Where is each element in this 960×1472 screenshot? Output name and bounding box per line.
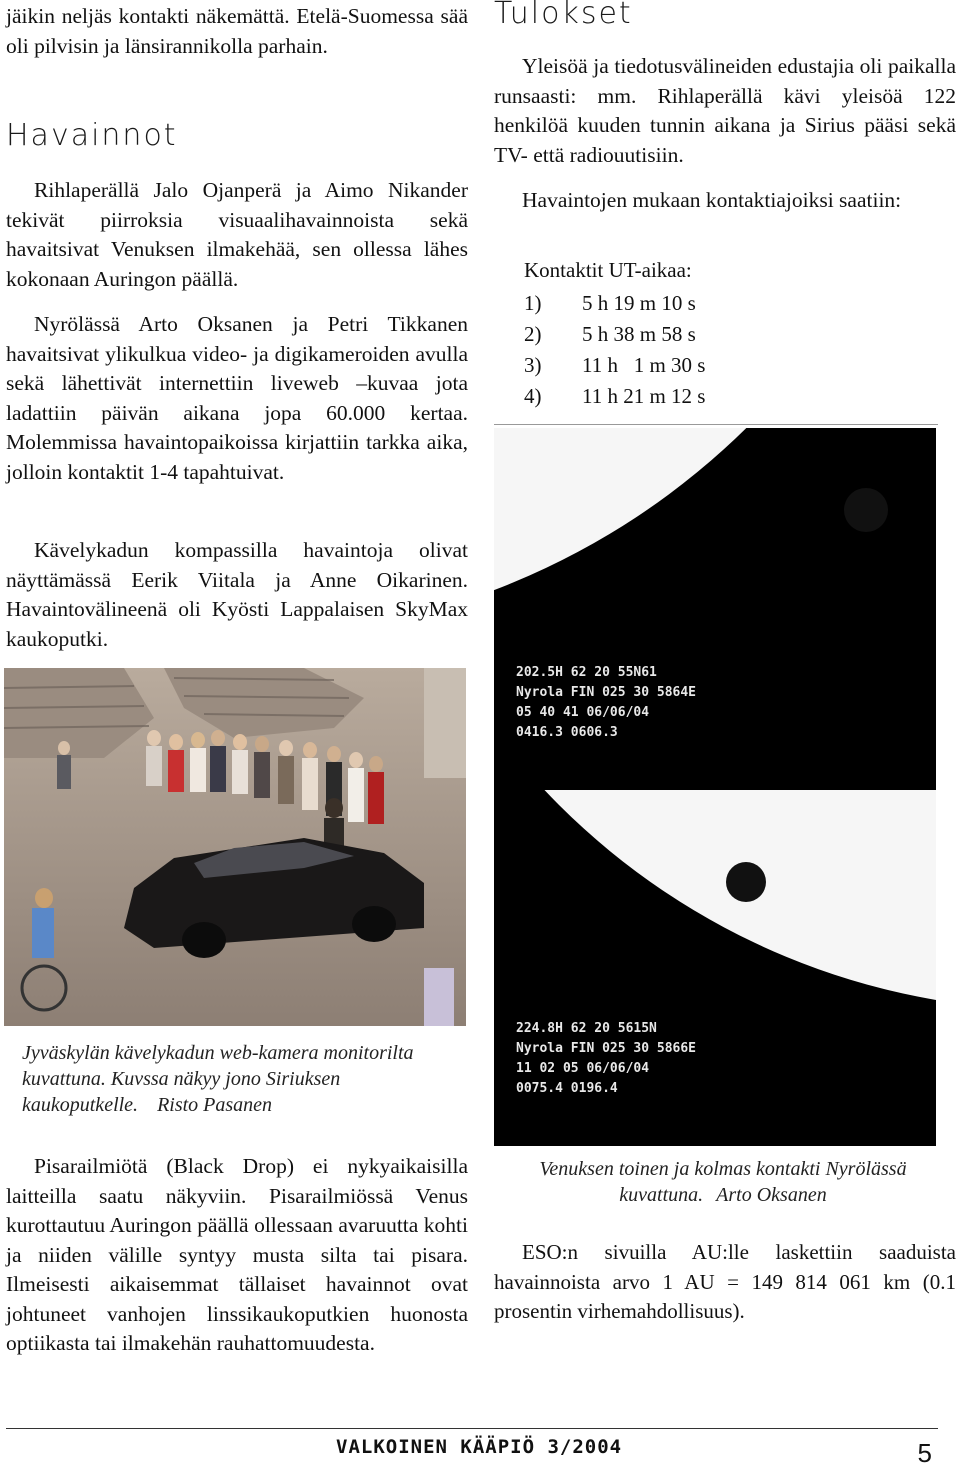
havainnot-paragraph-1: Rihlaperällä Jalo Ojanperä ja Aimo Nikander tekivät piirroksia visuaalihavainnoista sekä havaitsivat Venuksen ilmakehää, sen ollessa lähes kokonaan Auringon päällä.: [6, 178, 468, 291]
transit-frame-1: [494, 428, 936, 790]
contact-row: [524, 319, 824, 350]
transit-frame-2-image: [494, 790, 936, 1146]
webcam-photo: [4, 668, 466, 1026]
frame1-line-1: 202.5H 62 20 55N61: [516, 665, 657, 680]
footer-rule: [6, 1428, 938, 1429]
frame2-line-4: 0075.4 0196.4: [516, 1081, 618, 1096]
contact-time: 11 h 1 m 30 s: [582, 353, 706, 377]
contact-row: [524, 288, 824, 319]
contact-number: 1): [524, 291, 542, 315]
havainnot-paragraph-2: Nyrölässä Arto Oksanen ja Petri Tikkanen havaitsivat ylikulkua video- ja digikameroiden avulla sekä lähettivät internettiin liveweb –kuvaa jota ladattiin päivän aikana jopa 60.000 kertaa. Molemmissa havaintopaikoissa kirjattiin tarkka aika, jolloin kontaktit 1-4 tapahtuivat.: [6, 312, 468, 484]
havainnot-heading: Havainnot: [6, 118, 178, 153]
contact-times: [524, 255, 824, 412]
transit-frame-2: [494, 790, 936, 1146]
frame1-line-2: Nyrola FIN 025 30 5864E: [516, 685, 697, 700]
transit-caption: [500, 1156, 946, 1208]
black-drop-paragraph: Pisarailmiötä (Black Drop) ei nykyaikaisilla laitteilla saatu näkyviin. Pisarailmiössä Venus kurottautuu Auringon päällä ollessaan avaruutta kohti ja niiden välille syntyy musta silta tai pisara. Ilmeisesti aikaisemmat tällaiset havainnot ovat johtuneet vanhojen linssikaukoputkien huonosta optiikasta tai ilmakehän rauhattomuudesta.: [6, 1154, 468, 1355]
frame2-line-3: 11 02 05 06/06/04: [516, 1061, 650, 1076]
frame1-line-3: 05 40 41 06/06/04: [516, 705, 650, 720]
frame2-line-2: Nyrola FIN 025 30 5866E: [516, 1041, 697, 1056]
frame1-line-4: 0416.3 0606.3: [516, 725, 618, 740]
right-divider: [494, 424, 938, 425]
page-number: 5: [917, 1438, 932, 1468]
contact-number: 3): [524, 353, 542, 377]
journal-title: VALKOINEN KÄÄPIÖ 3/2004: [336, 1436, 623, 1458]
havainnot-paragraph-3: Kävelykadun kompassilla havaintoja olivat näyttämässä Eerik Viitala ja Anne Oikarinen. Havaintovälineenä oli Kyösti Lappalaisen SkyMax kaukoputki.: [6, 538, 468, 651]
webcam-caption-credit: Risto Pasanen: [157, 1094, 273, 1116]
transit-frame-1-image: [494, 428, 936, 790]
contact-time: 5 h 19 m 10 s: [582, 291, 696, 315]
contact-row: [524, 381, 824, 412]
webcam-caption: [22, 1040, 452, 1118]
transit-caption-credit: Arto Oksanen: [716, 1184, 827, 1206]
tulokset-paragraph-1: Yleisöä ja tiedotusvälineiden edustajia oli paikalla runsaasti: mm. Rihlaperällä kävi yleisöä 122 henkilöä kuuden tunnin aikana ja Sirius pääsi sekä TV- että radiouutisiin.: [494, 54, 956, 167]
contact-time: 11 h 21 m 12 s: [582, 384, 706, 408]
transit-caption-text: Venuksen toinen ja kolmas kontakti Nyrölässä kuvattuna.: [539, 1158, 907, 1206]
frame2-line-1: 224.8H 62 20 5615N: [516, 1021, 657, 1036]
tulokset-paragraph-2: Havaintojen mukaan kontaktiajoiksi saatiin:: [522, 188, 902, 212]
intro-paragraph: jäikin neljäs kontakti näkemättä. Etelä-Suomessa sää oli pilvisin ja länsirannikolla parhain.: [6, 4, 468, 58]
contact-number: 2): [524, 322, 542, 346]
webcam-caption-text: Jyväskylän kävelykadun web-kamera monitorilta kuvattuna. Kuvssa näkyy jono Siriuksen kaukoputkelle.: [22, 1042, 414, 1116]
contact-row: [524, 350, 824, 381]
tulokset-heading: Tulokset: [494, 0, 633, 31]
eso-paragraph: ESO:n sivuilla AU:lle laskettiin saaduista havainnoista arvo 1 AU = 149 814 061 km (0.1 prosentin virhemahdollisuus).: [494, 1240, 956, 1323]
contact-time: 5 h 38 m 58 s: [582, 322, 696, 346]
webcam-scene: [4, 668, 466, 1026]
contacts-title: Kontaktit UT-aikaa:: [524, 258, 692, 282]
contact-number: 4): [524, 384, 542, 408]
